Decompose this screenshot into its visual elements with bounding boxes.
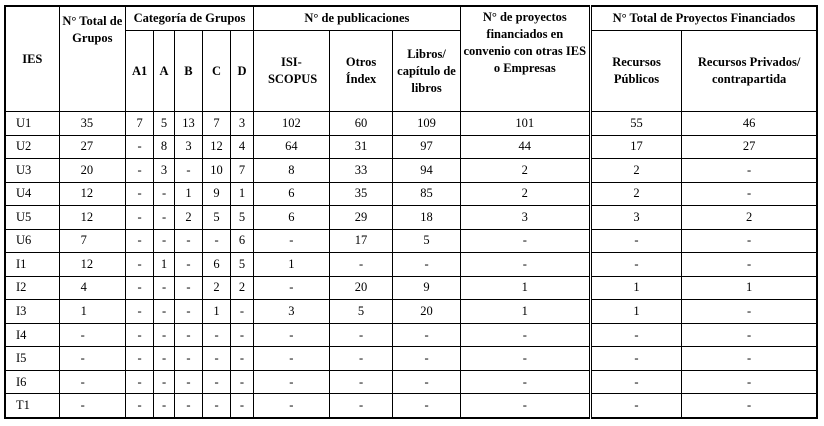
cell-convenio: 2 xyxy=(460,182,590,206)
table-row xyxy=(5,323,817,347)
cell-privados: 27 xyxy=(682,135,817,159)
cell-isi: 3 xyxy=(253,300,329,324)
cell-b: 13 xyxy=(174,112,202,136)
cell-c: 1 xyxy=(203,300,231,324)
total-financiados-header: N° Total de Proyectos Financiados xyxy=(590,6,817,31)
cell-a1: - xyxy=(126,206,154,230)
table-row xyxy=(5,112,817,136)
cell-otros: 29 xyxy=(329,206,392,230)
cell-publicos: 17 xyxy=(590,135,681,159)
table-row xyxy=(5,229,817,253)
table-row xyxy=(5,370,817,394)
table-body xyxy=(5,112,817,419)
cell-libros: 94 xyxy=(393,159,461,183)
cell-otros: - xyxy=(329,323,392,347)
cell-convenio: - xyxy=(460,394,590,418)
cell-isi: 8 xyxy=(253,159,329,183)
cell-c: 9 xyxy=(203,182,231,206)
cell-a1: - xyxy=(126,394,154,418)
cell-isi: 64 xyxy=(253,135,329,159)
cell-total: 12 xyxy=(59,253,126,277)
cell-d: - xyxy=(231,300,254,324)
cell-publicos: - xyxy=(590,323,681,347)
cell-otros: - xyxy=(329,370,392,394)
cell-libros: - xyxy=(393,347,461,371)
table-row xyxy=(5,253,817,277)
cell-otros: 5 xyxy=(329,300,392,324)
cell-publicos: 1 xyxy=(590,300,681,324)
cell-b: - xyxy=(174,347,202,371)
cell-ies: U6 xyxy=(5,229,59,253)
cat-a1-header: A1 xyxy=(126,31,154,112)
cell-ies: I2 xyxy=(5,276,59,300)
cell-a1: - xyxy=(126,182,154,206)
fin-privados-header: Recursos Privados/ contrapartida xyxy=(682,31,817,112)
cat-a-header: A xyxy=(154,31,175,112)
cell-libros: 9 xyxy=(393,276,461,300)
cell-d: 5 xyxy=(231,253,254,277)
cell-a: - xyxy=(154,347,175,371)
cell-convenio: - xyxy=(460,229,590,253)
cell-privados: - xyxy=(682,347,817,371)
cell-publicos: - xyxy=(590,229,681,253)
cell-a1: - xyxy=(126,159,154,183)
cell-otros: 33 xyxy=(329,159,392,183)
categoria-header: Categoría de Grupos xyxy=(126,6,254,31)
cell-otros: 31 xyxy=(329,135,392,159)
table-row xyxy=(5,182,817,206)
cell-privados: - xyxy=(682,323,817,347)
cell-d: 5 xyxy=(231,206,254,230)
cell-ies: T1 xyxy=(5,394,59,418)
pub-libros-header: Libros/ capítulo de libros xyxy=(393,31,461,112)
ies-research-table xyxy=(4,5,818,419)
cell-ies: I1 xyxy=(5,253,59,277)
cell-otros: - xyxy=(329,253,392,277)
cell-a1: - xyxy=(126,300,154,324)
cell-libros: - xyxy=(393,253,461,277)
cell-a1: - xyxy=(126,276,154,300)
cell-ies: U1 xyxy=(5,112,59,136)
cell-b: - xyxy=(174,323,202,347)
cell-libros: 20 xyxy=(393,300,461,324)
cell-c: 10 xyxy=(203,159,231,183)
cell-publicos: 55 xyxy=(590,112,681,136)
table-row xyxy=(5,394,817,418)
cell-d: - xyxy=(231,394,254,418)
cell-c: 7 xyxy=(203,112,231,136)
cell-a1: - xyxy=(126,229,154,253)
table-row xyxy=(5,206,817,230)
cell-total: - xyxy=(59,370,126,394)
cell-isi: - xyxy=(253,276,329,300)
cell-total: 20 xyxy=(59,159,126,183)
cell-total: 4 xyxy=(59,276,126,300)
cell-privados: - xyxy=(682,182,817,206)
cell-privados: 1 xyxy=(682,276,817,300)
cell-convenio: 1 xyxy=(460,276,590,300)
cell-total: 12 xyxy=(59,206,126,230)
cell-total: - xyxy=(59,347,126,371)
cell-d: 4 xyxy=(231,135,254,159)
cell-convenio: - xyxy=(460,253,590,277)
ies-header: IES xyxy=(5,6,59,112)
cell-b: 3 xyxy=(174,135,202,159)
cell-otros: 35 xyxy=(329,182,392,206)
cell-c: 6 xyxy=(203,253,231,277)
cell-privados: - xyxy=(682,229,817,253)
cell-b: - xyxy=(174,229,202,253)
cell-a: - xyxy=(154,182,175,206)
cell-isi: 6 xyxy=(253,182,329,206)
cell-ies: I6 xyxy=(5,370,59,394)
cell-d: 3 xyxy=(231,112,254,136)
cell-c: - xyxy=(203,229,231,253)
cell-d: 7 xyxy=(231,159,254,183)
cell-ies: I4 xyxy=(5,323,59,347)
header-row-top xyxy=(5,6,817,31)
cell-a1: - xyxy=(126,347,154,371)
total-grupos-header: N° Total de Grupos xyxy=(59,6,126,112)
cell-total: 27 xyxy=(59,135,126,159)
cell-isi: - xyxy=(253,370,329,394)
cell-isi: 6 xyxy=(253,206,329,230)
cell-c: - xyxy=(203,323,231,347)
cell-a1: - xyxy=(126,253,154,277)
cell-convenio: 1 xyxy=(460,300,590,324)
cat-c-header: C xyxy=(203,31,231,112)
cell-d: 2 xyxy=(231,276,254,300)
cell-a: - xyxy=(154,370,175,394)
pub-isi-scopus-header: ISI-SCOPUS xyxy=(253,31,329,112)
header-row-sub xyxy=(5,31,817,112)
cell-total: 1 xyxy=(59,300,126,324)
cell-a: - xyxy=(154,229,175,253)
cell-convenio: 2 xyxy=(460,159,590,183)
cell-ies: I3 xyxy=(5,300,59,324)
cell-c: - xyxy=(203,370,231,394)
cell-publicos: 1 xyxy=(590,276,681,300)
cell-b: 1 xyxy=(174,182,202,206)
cell-a1: - xyxy=(126,323,154,347)
cell-d: - xyxy=(231,323,254,347)
cell-privados: 46 xyxy=(682,112,817,136)
table-row xyxy=(5,276,817,300)
cell-isi: - xyxy=(253,394,329,418)
cell-b: - xyxy=(174,300,202,324)
cell-c: 12 xyxy=(203,135,231,159)
cell-otros: - xyxy=(329,347,392,371)
cell-publicos: - xyxy=(590,394,681,418)
cell-convenio: - xyxy=(460,370,590,394)
fin-publicos-header: Recursos Públicos xyxy=(590,31,681,112)
cell-d: 6 xyxy=(231,229,254,253)
cell-c: - xyxy=(203,394,231,418)
cell-otros: 17 xyxy=(329,229,392,253)
cell-publicos: 3 xyxy=(590,206,681,230)
cell-total: - xyxy=(59,323,126,347)
cell-privados: - xyxy=(682,300,817,324)
cat-d-header: D xyxy=(231,31,254,112)
cell-c: - xyxy=(203,347,231,371)
publicaciones-header: N° de publicaciones xyxy=(253,6,460,31)
cell-a: - xyxy=(154,206,175,230)
cell-convenio: 101 xyxy=(460,112,590,136)
cell-a: 5 xyxy=(154,112,175,136)
cell-otros: 20 xyxy=(329,276,392,300)
cell-otros: - xyxy=(329,394,392,418)
cell-total: - xyxy=(59,394,126,418)
cell-publicos: 2 xyxy=(590,159,681,183)
cell-d: - xyxy=(231,347,254,371)
cell-isi: - xyxy=(253,229,329,253)
cell-convenio: 44 xyxy=(460,135,590,159)
cell-privados: - xyxy=(682,370,817,394)
cell-privados: - xyxy=(682,253,817,277)
cell-libros: 85 xyxy=(393,182,461,206)
table-row xyxy=(5,300,817,324)
cell-b: - xyxy=(174,370,202,394)
table-row xyxy=(5,347,817,371)
cell-isi: - xyxy=(253,347,329,371)
cell-a1: - xyxy=(126,370,154,394)
cell-libros: 97 xyxy=(393,135,461,159)
cell-b: - xyxy=(174,253,202,277)
cell-publicos: - xyxy=(590,347,681,371)
cell-a1: - xyxy=(126,135,154,159)
cell-b: - xyxy=(174,159,202,183)
cell-b: 2 xyxy=(174,206,202,230)
cell-isi: - xyxy=(253,323,329,347)
cell-b: - xyxy=(174,394,202,418)
cell-libros: - xyxy=(393,394,461,418)
cell-isi: 1 xyxy=(253,253,329,277)
cell-d: - xyxy=(231,370,254,394)
cell-b: - xyxy=(174,276,202,300)
cell-convenio: 3 xyxy=(460,206,590,230)
cell-ies: U3 xyxy=(5,159,59,183)
cell-ies: U4 xyxy=(5,182,59,206)
cell-privados: - xyxy=(682,159,817,183)
cell-libros: 109 xyxy=(393,112,461,136)
cell-a: - xyxy=(154,323,175,347)
cell-ies: I5 xyxy=(5,347,59,371)
cell-total: 7 xyxy=(59,229,126,253)
cell-libros: - xyxy=(393,323,461,347)
cell-otros: 60 xyxy=(329,112,392,136)
cell-ies: U2 xyxy=(5,135,59,159)
cell-c: 5 xyxy=(203,206,231,230)
cell-publicos: 2 xyxy=(590,182,681,206)
cell-libros: - xyxy=(393,370,461,394)
cell-a: 8 xyxy=(154,135,175,159)
table-row xyxy=(5,135,817,159)
cell-a1: 7 xyxy=(126,112,154,136)
cat-b-header: B xyxy=(174,31,202,112)
cell-a: - xyxy=(154,276,175,300)
cell-c: 2 xyxy=(203,276,231,300)
cell-libros: 18 xyxy=(393,206,461,230)
cell-convenio: - xyxy=(460,323,590,347)
cell-d: 1 xyxy=(231,182,254,206)
cell-a: 3 xyxy=(154,159,175,183)
cell-ies: U5 xyxy=(5,206,59,230)
cell-privados: 2 xyxy=(682,206,817,230)
cell-total: 35 xyxy=(59,112,126,136)
cell-isi: 102 xyxy=(253,112,329,136)
cell-privados: - xyxy=(682,394,817,418)
cell-total: 12 xyxy=(59,182,126,206)
proyectos-convenio-header: N° de proyectos financiados en convenio con otras IES o Empresas xyxy=(460,6,590,112)
cell-a: - xyxy=(154,394,175,418)
cell-a: 1 xyxy=(154,253,175,277)
cell-convenio: - xyxy=(460,347,590,371)
cell-publicos: - xyxy=(590,370,681,394)
pub-otros-index-header: Otros Índex xyxy=(329,31,392,112)
cell-libros: 5 xyxy=(393,229,461,253)
cell-publicos: - xyxy=(590,253,681,277)
cell-a: - xyxy=(154,300,175,324)
table-row xyxy=(5,159,817,183)
